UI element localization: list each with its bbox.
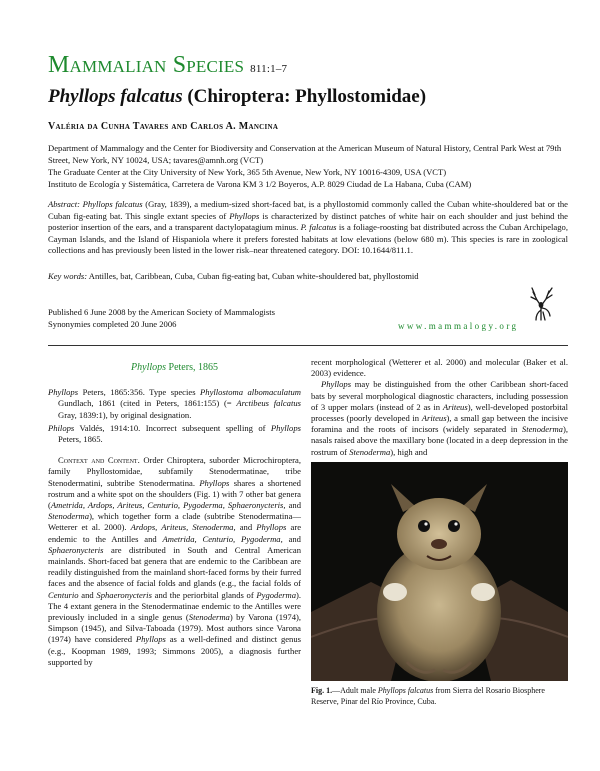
continued-text: recent morphological (Wetterer et al. 2000) and molecular (Baker et al. 2003) evidence. [311, 357, 568, 379]
affiliation-2: The Graduate Center at the City University of New York, 365 5th Avenue, New York, NY 10016-4309, USA (VCT) [48, 167, 447, 177]
synonymies-line: Synonymies completed 20 June 2006 [48, 318, 177, 329]
syn1-genus: Phyllops [48, 387, 79, 398]
published-line: Published 6 June 2008 by the American Society of Mammalogists [48, 307, 275, 317]
syn1-text-b: Gundlach, 1861 (cited in Peters, 1861:155) (= [58, 398, 232, 409]
context-paragraph [48, 455, 301, 668]
ctx-text-i: ). The 4 extant genera in the Stenodermatinae endemic to the Antilles were previously included in a single genus ( [48, 589, 302, 623]
keywords-text: Antilles, bat, Caribbean, Cuba, Cuban fig-eating bat, Cuban white-shouldered bat, phyllostomid [88, 271, 419, 281]
ctx-text-g: and [81, 589, 94, 600]
continued-paragraph [311, 357, 568, 379]
diag-genus-ariteus-2: Ariteus [421, 413, 447, 424]
context-text: Order Chiroptera, suborder Microchiroptera, family Phyllostomidae, subfamily Stenodermatinae, tribe Stenodermatini, subtribe Stenodermatina. [48, 455, 301, 488]
ctx-text-f: are distributed in South and Central American mainlands. Short-faced bat genera that are endemic to the Caribbean are readily distinguished from the mainland short-faced forms by their furred faces and the absence of facial folds and glands (e.g., the facial folds of [48, 544, 301, 589]
ctx-text-j: ) by Varona (1974), Simpson (1945), and Silva-Taboada (1979). Most authors since Varona (1974) have considered [48, 612, 301, 645]
abstract-genus: Phyllops [229, 210, 260, 221]
synonymy-2 [48, 423, 301, 445]
abstract [48, 199, 568, 257]
syn2-text-b: Peters, 1865. [58, 434, 103, 445]
diag-text-c: ), a small gap between the incisive foramina and the roots of incisors (widely separated in [311, 413, 568, 435]
heading-author: Peters, 1865 [168, 362, 218, 373]
ctx-genus-2: Phyllops [256, 522, 287, 533]
caption-text: from Sierra del Rosario Biosphere Reserve, Pinar del Río Province, Cuba. [311, 686, 545, 706]
society-logo-icon [519, 284, 559, 324]
abstract-species: Phyllops falcatus [82, 199, 143, 209]
left-column [48, 362, 301, 668]
ctx-text-b: ), which together form a clade (subtribe Stenodermatina—Wetterer et al. 2000). [48, 511, 301, 533]
ctx-text-h: and the periorbital glands of [154, 589, 254, 600]
syn2-genus-2: Phyllops [270, 422, 301, 433]
diag-text-e: ), high and [390, 446, 428, 457]
ctx-genus-centurio: Centurio [48, 589, 79, 600]
ctx-genus-pygoderma: Pygoderma [256, 589, 297, 600]
title-species: Phyllops falcatus [48, 86, 183, 107]
diag-text-b: ), well-developed postorbital processes (poorly developed in [311, 401, 568, 424]
syn1-text-a: Peters, 1865:356. Type species [82, 387, 196, 398]
caption-species: Phyllops falcatus [377, 686, 434, 695]
diag-text-a: may be distinguished from the other Caribbean short-faced bats by several morphological diagnostic characters, including possession of 3 upper molars (instead of 2 as in [311, 379, 568, 412]
issue-number: 811:1–7 [250, 63, 288, 75]
ctx-text-e: and [288, 533, 301, 544]
diagnosis-paragraph [311, 379, 568, 457]
right-column [311, 357, 568, 458]
ctx-genus-sphaeronycteris: Sphaeronycteris [96, 589, 152, 600]
syn2-genus: Philops [48, 422, 75, 433]
divider [48, 345, 568, 346]
title-taxonomy: (Chiroptera: Phyllostomidae) [187, 86, 427, 107]
ctx-list: Ametrida, Ardops, Ariteus, Centurio, Pygoderma, Sphaeronycteris, [50, 500, 286, 511]
bat-photograph [311, 462, 568, 681]
keywords [48, 271, 468, 283]
ctx-list-3: Ardops, Ariteus, Stenoderma, [130, 522, 236, 533]
caption-dash: —Adult male [332, 686, 376, 695]
diag-genus-stenoderma-2: Stenoderma [349, 446, 391, 457]
abstract-species-2: P. falcatus [300, 222, 337, 232]
syn1-text-c: Gray, 1839:1), by original designation. [58, 409, 192, 420]
syn1-species-2: Arctibeus falcatus [236, 398, 301, 409]
context-label: Context and Content. [58, 455, 140, 466]
affiliations [48, 142, 568, 190]
diag-text-d: ), nasals raised above the maxillary bone (located in a deep depression in the rostrum of [311, 424, 568, 457]
affiliation-3: Instituto de Ecología y Sistemática, Carretera de Varona KM 3 1/2 Boyeros, A.P. 8029 Ciudad de La Habana, Cuba (CAM) [48, 179, 472, 189]
abstract-label: Abstract: [48, 199, 80, 209]
diag-genus-ariteus: Ariteus [442, 401, 468, 412]
ctx-list-5: Sphaeronycteris [48, 544, 104, 555]
heading-genus: Phyllops [131, 362, 167, 373]
abstract-text-3: is a foliage-roosting bat distributed across the Cuban Archipelago, Cayman Islands, and the Island of Hispaniola where it prefers forested habitats at low elevations (below 680 m). This species is rare in zoological collections and has previously been listed in the lower risk–near threatened category. DOI: 10.1644/811.1. [48, 222, 568, 255]
ctx-genus-stenoderma: Stenoderma [188, 612, 230, 623]
authors: Valéria da Cunha Tavares and Carlos A. Mancina [48, 121, 279, 132]
ctx-genus: Phyllops [199, 477, 230, 488]
journal-title [48, 52, 287, 79]
syn2-text-a: Valdés, 1914:10. Incorrect subsequent spelling of [79, 422, 266, 433]
affiliation-1: Department of Mammalogy and the Center for Biodiversity and Conservation at the American Museum of Natural History, Central Park West at 79th Street, New York, NY 10024, USA; tavares@amnh.org (VCT) [48, 143, 562, 165]
figure-caption [311, 686, 568, 707]
ctx-text-k: as a well-defined and distinct genus (e.g., Koopman 1989, 1993; Simmons 2005), a diagnosis further supported by [48, 634, 301, 667]
synonymy-1 [48, 387, 301, 421]
section-heading [48, 362, 301, 373]
ctx-list-2: Stenoderma [48, 511, 90, 522]
caption-label: Fig. 1. [311, 686, 333, 695]
abstract-text-2: is characterized by distinct patches of white hair on each shoulder and just behind the posterior insertion of the ears, and a transparent dactylopatagium minus. [48, 210, 568, 232]
journal-name-first: Mammalian [48, 52, 167, 78]
ctx-genus-phyllops: Phyllops [135, 634, 166, 645]
website-link[interactable]: www.mammalogy.org [398, 321, 519, 331]
ctx-text-d: are endemic to the Antilles and [48, 522, 302, 544]
ctx-and: and [288, 500, 301, 511]
ctx-text-c: and [239, 522, 253, 533]
keywords-label: Key words: [48, 271, 88, 281]
abstract-text-1: (Gray, 1839), a medium-sized short-faced bat, is a phyllostomid commonly called the Cuban white-shouldered bat or the Cuban fig-eating bat. This single extant species of [48, 199, 568, 221]
ctx-list-4: Ametrida, Centurio, Pygoderma, [162, 533, 283, 544]
syn1-species: Phyllostoma albomaculatum [200, 387, 301, 398]
diag-genus: Phyllops [321, 379, 352, 390]
diag-genus-stenoderma: Stenoderma [521, 424, 563, 435]
publication-info [48, 307, 275, 330]
journal-name-second: Species [172, 52, 245, 78]
ctx-text-a: shares a shortened rostrum and a white spot on the shoulders (Fig. 1) with 7 other bat genera ( [48, 477, 301, 511]
article-title [48, 86, 426, 108]
